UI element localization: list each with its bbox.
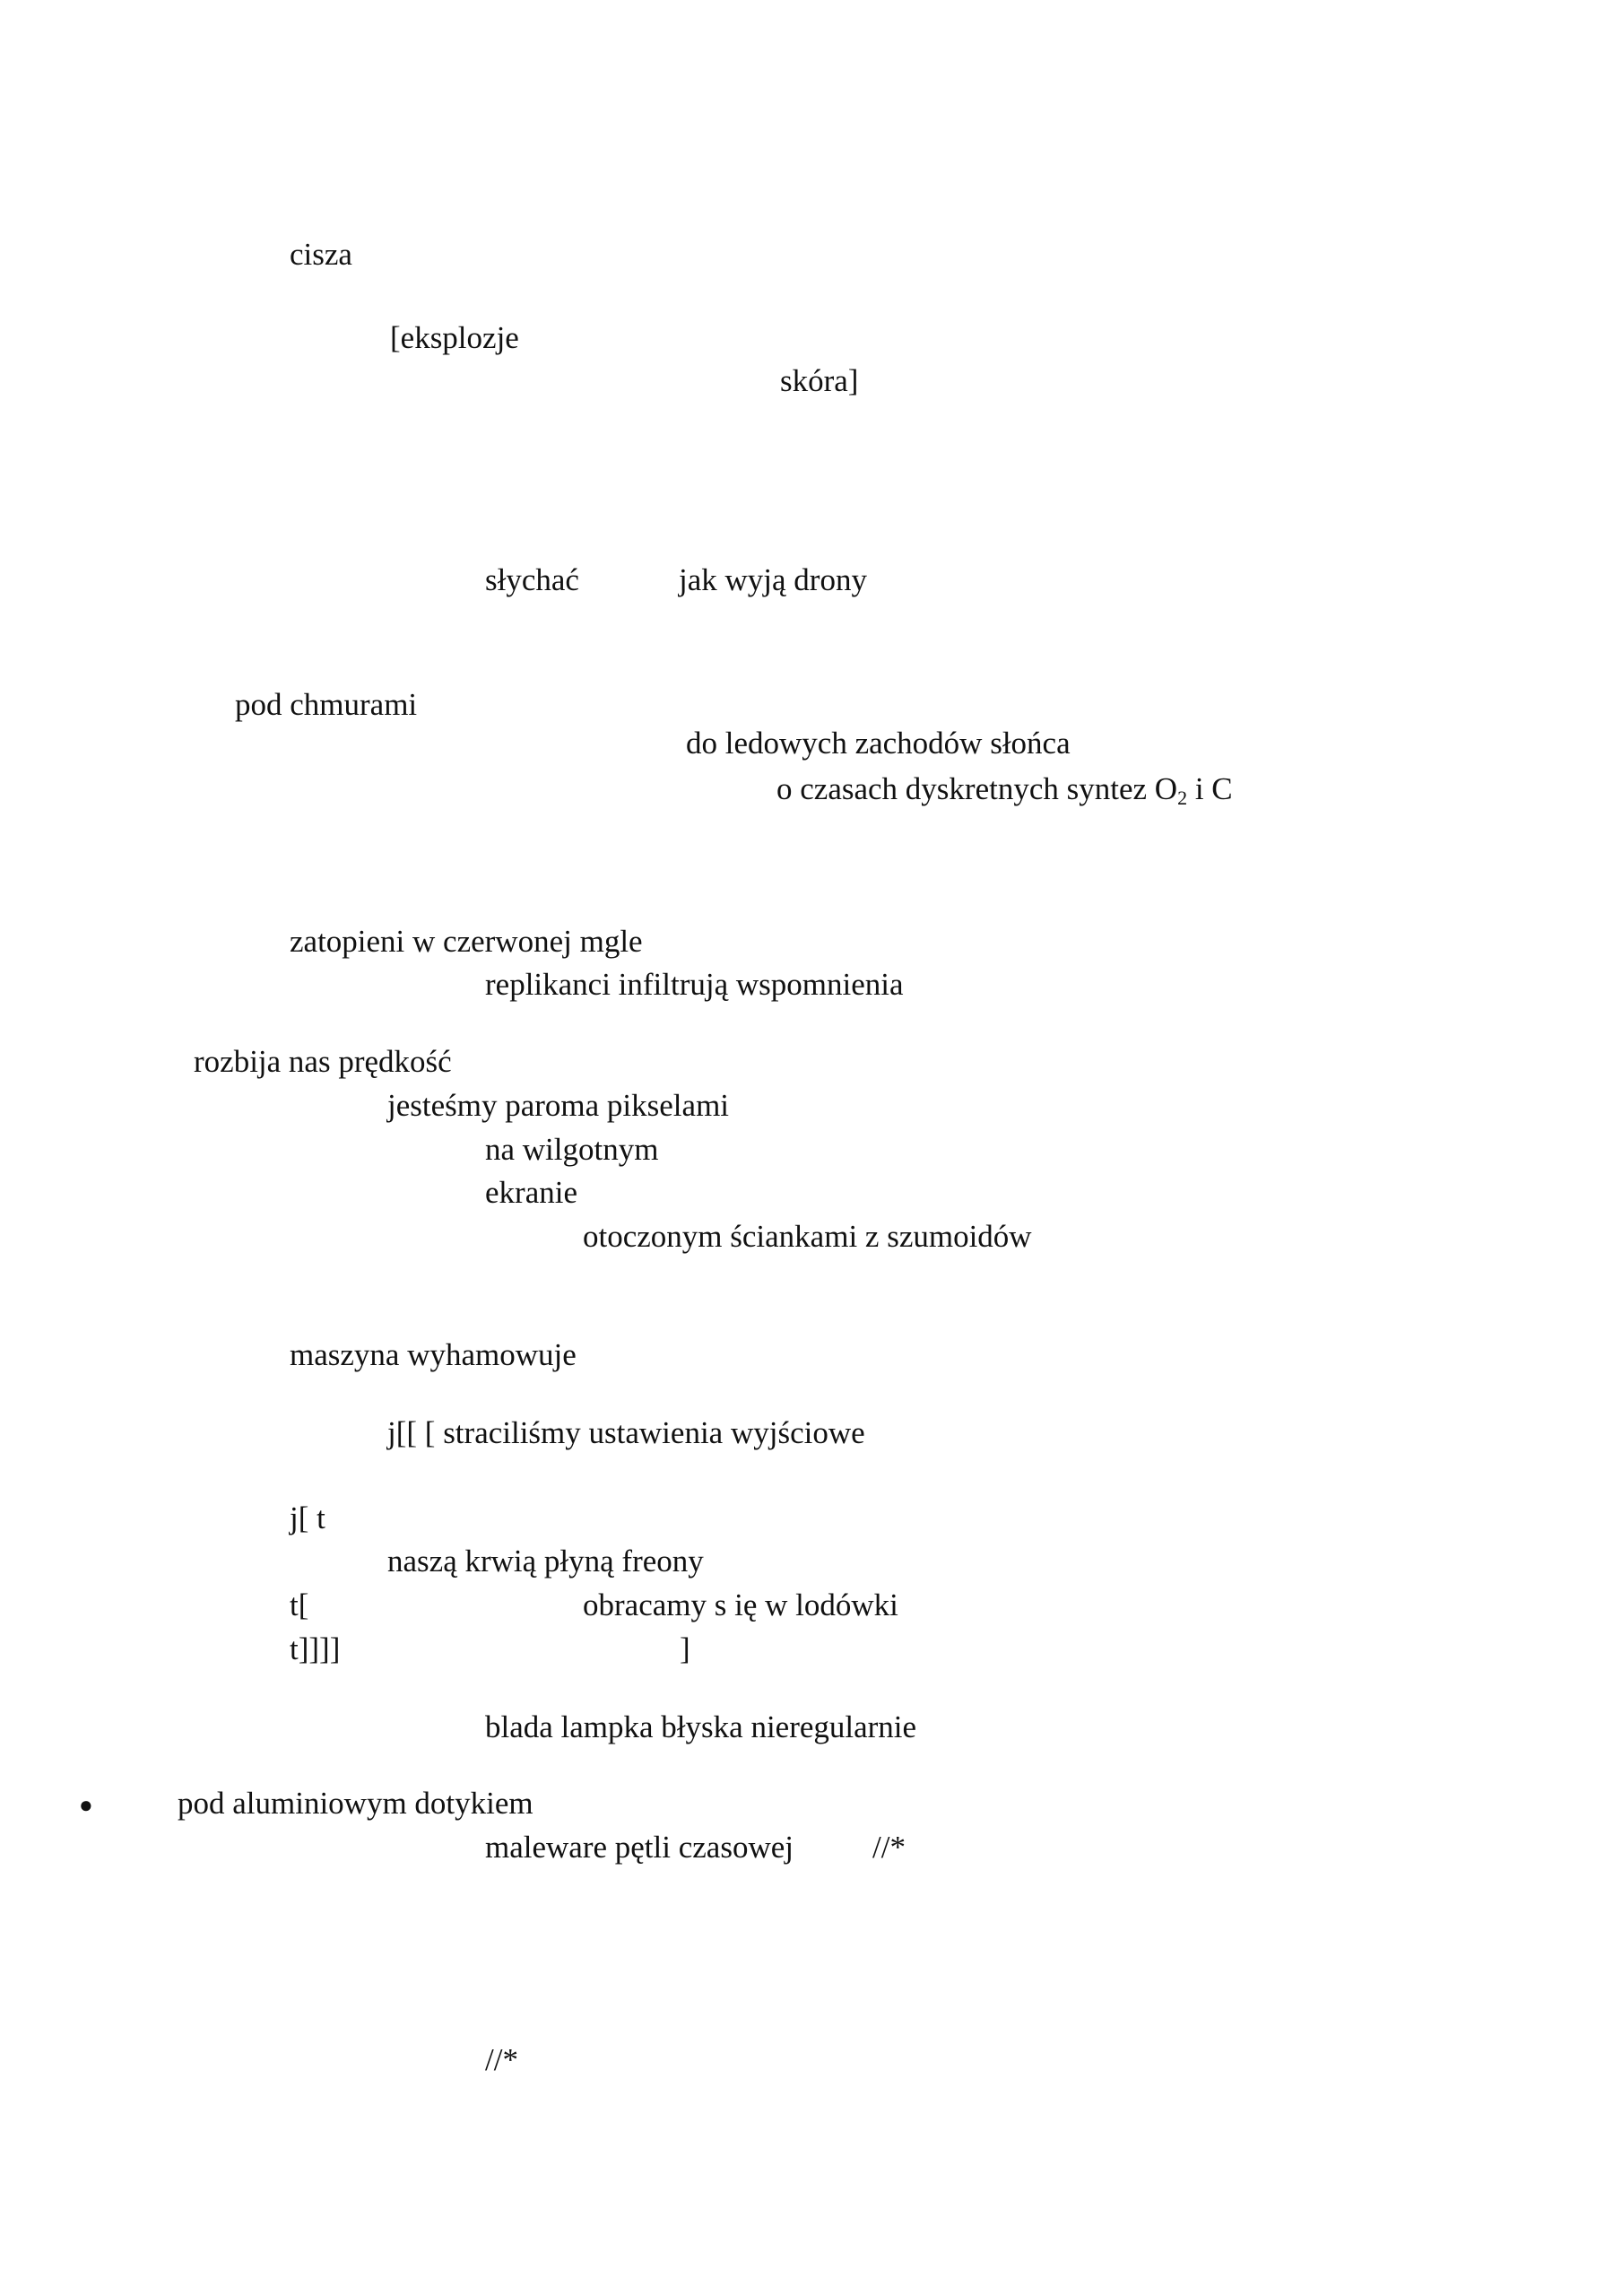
poem-line <box>776 771 1233 807</box>
poem-line: maleware pętli czasowej <box>485 1830 794 1865</box>
poem-line: jesteśmy paroma pikselami <box>387 1088 730 1123</box>
poem-line: //* <box>485 2042 518 2077</box>
poem-line: obracamy s ię w lodówki <box>583 1587 898 1622</box>
poem-line: t[ <box>290 1587 309 1622</box>
poem-line: naszą krwią płyną freony <box>387 1544 704 1578</box>
poem-line-text: o czasach dyskretnych syntez O <box>776 771 1178 806</box>
poem-line: replikanci infiltrują wspomnienia <box>485 967 904 1002</box>
bullet-icon: ● <box>79 1792 93 1818</box>
poem-line: j[[ [ straciliśmy ustawienia wyjściowe <box>387 1415 865 1450</box>
poem-line: ekranie <box>485 1175 577 1210</box>
poem-line: do ledowych zachodów słońca <box>686 726 1071 761</box>
poem-line: ] <box>680 1631 690 1666</box>
poem-line-text: i C <box>1187 771 1233 806</box>
poem-line: otoczonym ściankami z szumoidów <box>583 1219 1032 1254</box>
subscript-text: 2 <box>1177 787 1188 809</box>
poem-line: zatopieni w czerwonej mgle <box>290 924 643 959</box>
poem-line: pod chmurami <box>235 687 418 722</box>
poem-line: słychać <box>485 562 579 597</box>
poem-line: //* <box>872 1830 906 1865</box>
poem-line: jak wyją drony <box>679 562 867 597</box>
poem-line: pod aluminiowym dotykiem <box>178 1786 533 1821</box>
poem-line: blada lampka błyska nieregularnie <box>485 1709 917 1744</box>
poem-line: j[ t <box>290 1500 325 1535</box>
poem-line: skóra] <box>780 363 859 398</box>
poem-line: cisza <box>290 237 352 272</box>
poem-line: t]]]] <box>290 1631 341 1666</box>
poem-line: maszyna wyhamowuje <box>290 1337 577 1372</box>
poem-line: [eksplozje <box>390 320 519 355</box>
poem-line: na wilgotnym <box>485 1132 659 1167</box>
poem-line: rozbija nas prędkość <box>194 1044 452 1079</box>
